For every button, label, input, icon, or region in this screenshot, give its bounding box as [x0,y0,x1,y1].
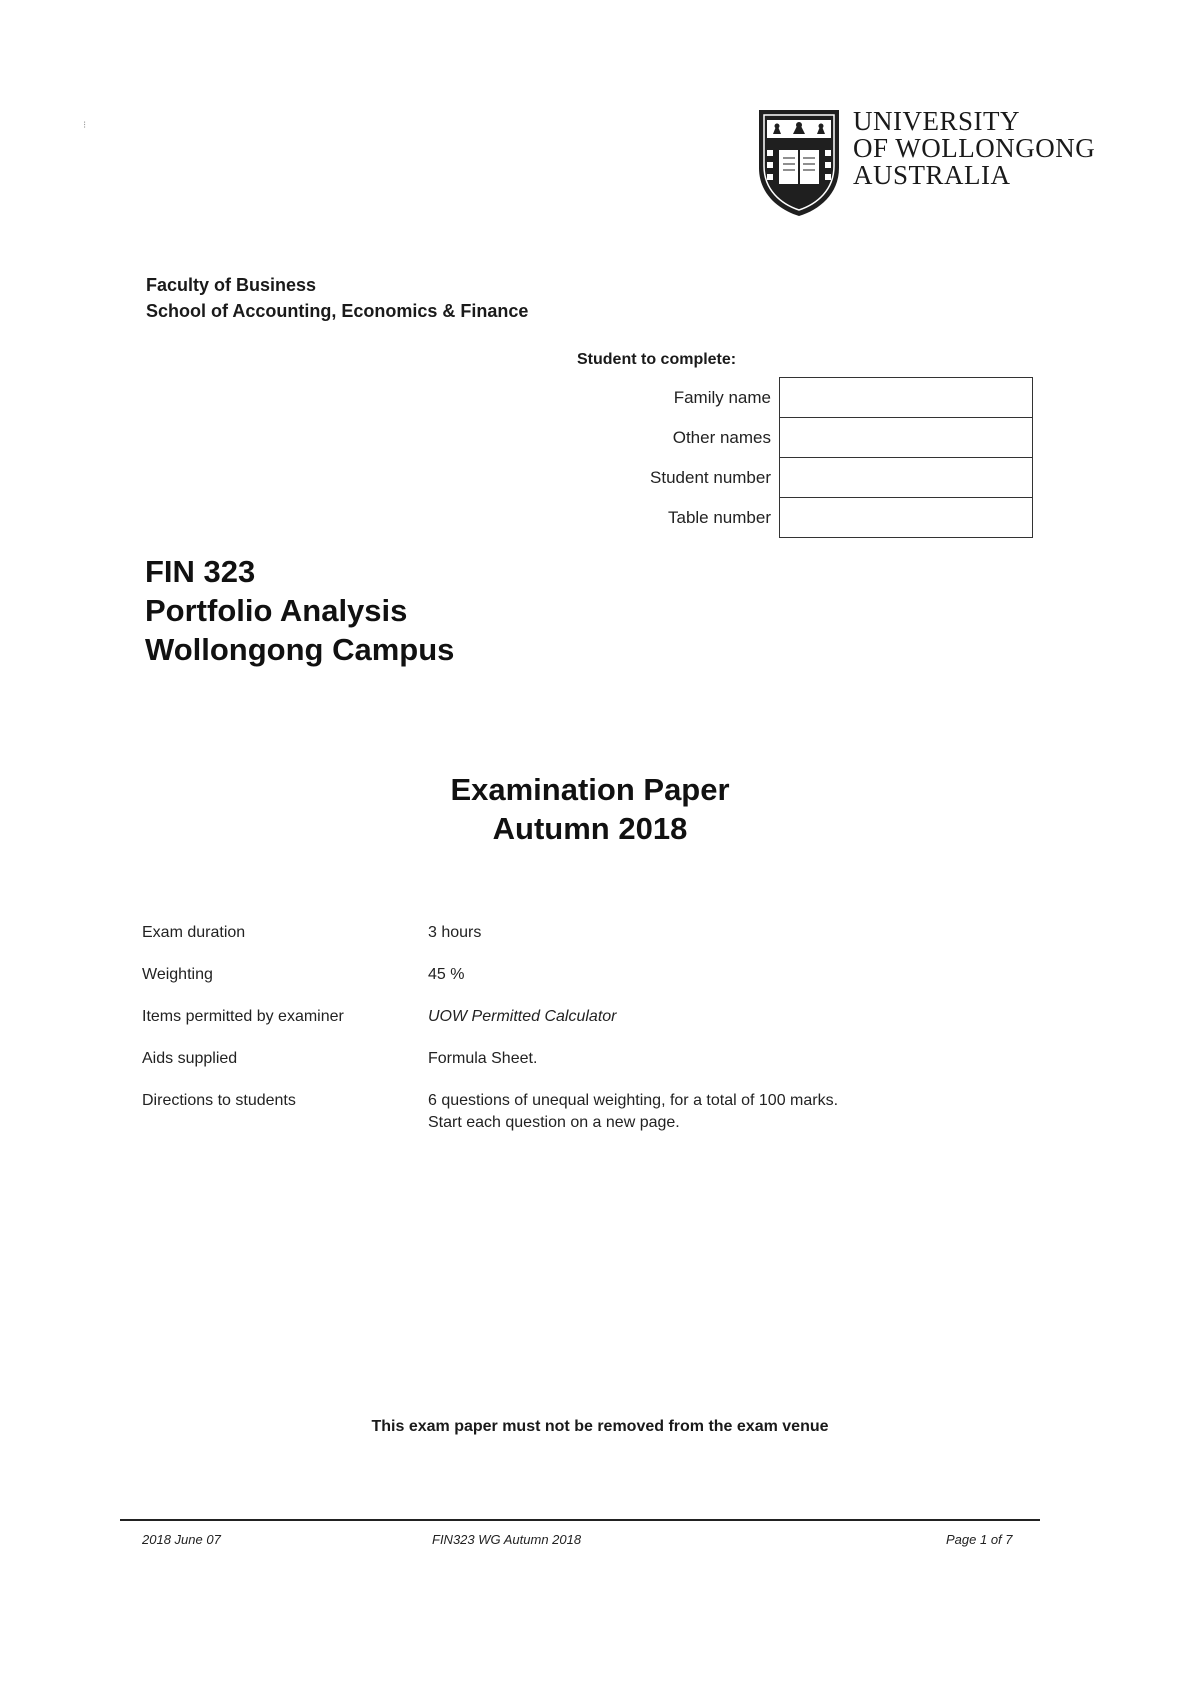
student-field-row [560,458,1033,498]
family-name-label: Family name [673,387,771,407]
course-code: FIN 323 [145,554,256,589]
footer-exam-code: FIN323 WG Autumn 2018 [432,1532,582,1547]
venue-notice: This exam paper must not be removed from the exam venue [371,1418,829,1435]
exam-session: Autumn 2018 [492,811,688,846]
table-number-label: Table number [667,507,771,527]
faculty-block [146,272,528,324]
university-logo [755,106,1095,218]
other-names-label: Other names [672,427,771,447]
directions-label: Directions to students [142,1092,296,1109]
footer-date: 2018 June 07 [142,1532,221,1547]
directions-line-1: 6 questions of unequal weighting, for a total of 100 marks. [428,1092,839,1109]
footer-divider [120,1519,1040,1521]
items-permitted-value: UOW Permitted Calculator [428,1008,617,1025]
detail-row-items-permitted [142,1006,942,1028]
university-name-line-1: UNIVERSITY [853,106,1020,136]
scan-artifact: ⁝ [83,120,87,131]
university-name-line-2: OF WOLLONGONG [853,133,1096,163]
student-field-row [560,418,1033,458]
duration-label: Exam duration [142,924,246,941]
items-permitted-label: Items permitted by examiner [142,1008,344,1025]
detail-row-directions [142,1090,942,1134]
family-name-box[interactable] [780,378,1033,418]
aids-supplied-value: Formula Sheet. [428,1050,538,1067]
exam-title-block [0,770,1180,848]
weighting-value: 45 % [428,966,465,983]
exam-title: Examination Paper [450,772,730,807]
faculty-name: Faculty of Business [146,275,317,295]
student-field-row [560,378,1033,418]
student-details-table [560,377,1033,538]
student-field-row [560,498,1033,538]
aids-supplied-label: Aids supplied [142,1050,238,1067]
table-number-box[interactable] [780,498,1033,538]
exam-details [142,922,942,1154]
university-name-line-3: AUSTRALIA [853,160,1011,190]
university-crest-icon [755,106,843,218]
detail-row-aids [142,1048,942,1070]
student-box-heading: Student to complete: [577,351,737,368]
detail-row-weighting [142,964,942,986]
course-name: Portfolio Analysis [145,593,408,628]
duration-value: 3 hours [428,924,482,941]
detail-row-duration [142,922,942,944]
footer-page-number: Page 1 of 7 [946,1532,1013,1547]
student-number-box[interactable] [780,458,1033,498]
course-block [145,552,454,669]
course-campus: Wollongong Campus [145,632,455,667]
directions-line-2: Start each question on a new page. [428,1114,680,1131]
other-names-box[interactable] [780,418,1033,458]
university-name [853,108,1095,189]
school-name: School of Accounting, Economics & Finance [146,301,529,321]
directions-value [428,1090,942,1134]
weighting-label: Weighting [142,966,213,983]
student-number-label: Student number [650,467,771,487]
